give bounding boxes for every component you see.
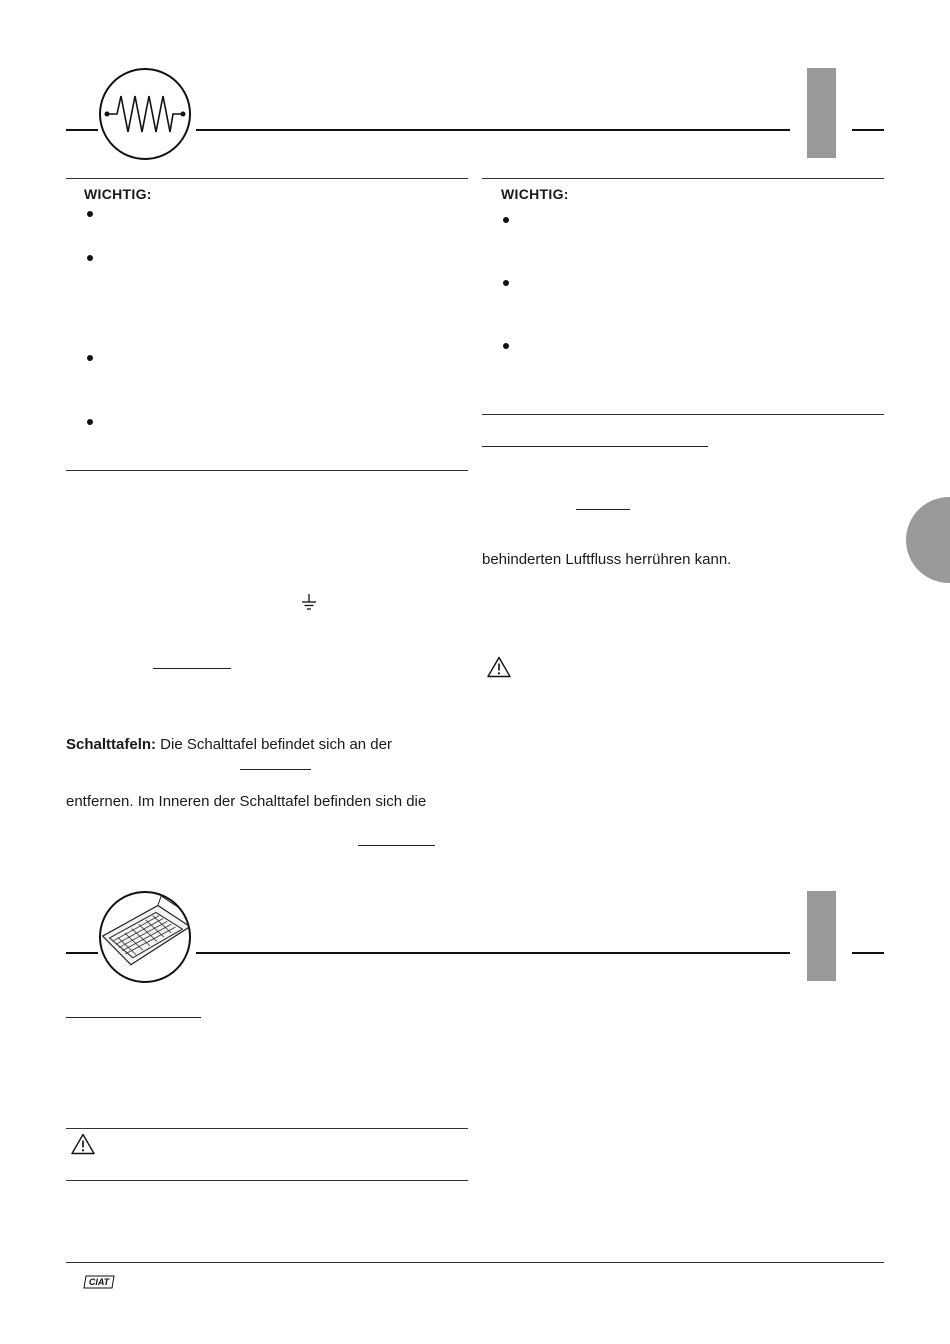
right-bullet-3 [503, 343, 509, 349]
schalttafeln-paragraph [66, 736, 392, 754]
header-line-right [852, 129, 884, 131]
left-box-bottom-rule [66, 470, 468, 471]
left-underline-3 [358, 845, 435, 846]
chapter-side-tab [906, 497, 950, 583]
right-box-bottom-rule [482, 414, 884, 415]
right-underline-2 [576, 509, 630, 510]
header-gray-tab [807, 68, 836, 158]
footer-rule [66, 1262, 884, 1263]
ciat-logo [83, 1274, 115, 1290]
left-underline-1 [153, 668, 231, 669]
svg-text:CIAT: CIAT [88, 1277, 110, 1288]
right-bullet-1 [503, 217, 509, 223]
left-bullet-2 [87, 255, 93, 261]
entfernen-paragraph: entfernen. Im Inneren der Schalttafel befinden sich die [66, 793, 427, 810]
cassette-grille-icon [99, 891, 191, 983]
bottom-box-top-rule [66, 1128, 468, 1129]
section2-gray-tab [807, 891, 836, 981]
ground-symbol-icon [301, 593, 317, 611]
right-text-luftfluss: behinderten Luftfluss herrühren kann. [482, 551, 732, 568]
left-bullet-4 [87, 419, 93, 425]
section2-underline [66, 1017, 201, 1018]
section2-line-left [66, 952, 98, 954]
right-box-heading: WICHTIG: [501, 186, 569, 202]
warning-triangle-icon [487, 656, 511, 678]
header-line-main [196, 129, 790, 131]
section2-line-main [196, 952, 790, 954]
right-box-top-rule [482, 178, 884, 179]
left-box-top-rule [66, 178, 468, 179]
right-bullet-2 [503, 280, 509, 286]
warning-triangle-icon-bottom [71, 1133, 95, 1155]
right-underline-1 [482, 446, 708, 447]
schalttafeln-text: Die Schalttafel befindet sich an der [156, 736, 392, 753]
left-bullet-3 [87, 355, 93, 361]
bottom-box-bottom-rule [66, 1180, 468, 1181]
schalttafeln-label: Schalttafeln: [66, 736, 157, 753]
heater-resistor-icon [99, 68, 191, 160]
left-underline-2 [240, 769, 311, 770]
header-line-left [66, 129, 98, 131]
left-bullet-1 [87, 211, 93, 217]
left-box-heading: WICHTIG: [84, 186, 152, 202]
section2-line-right [852, 952, 884, 954]
